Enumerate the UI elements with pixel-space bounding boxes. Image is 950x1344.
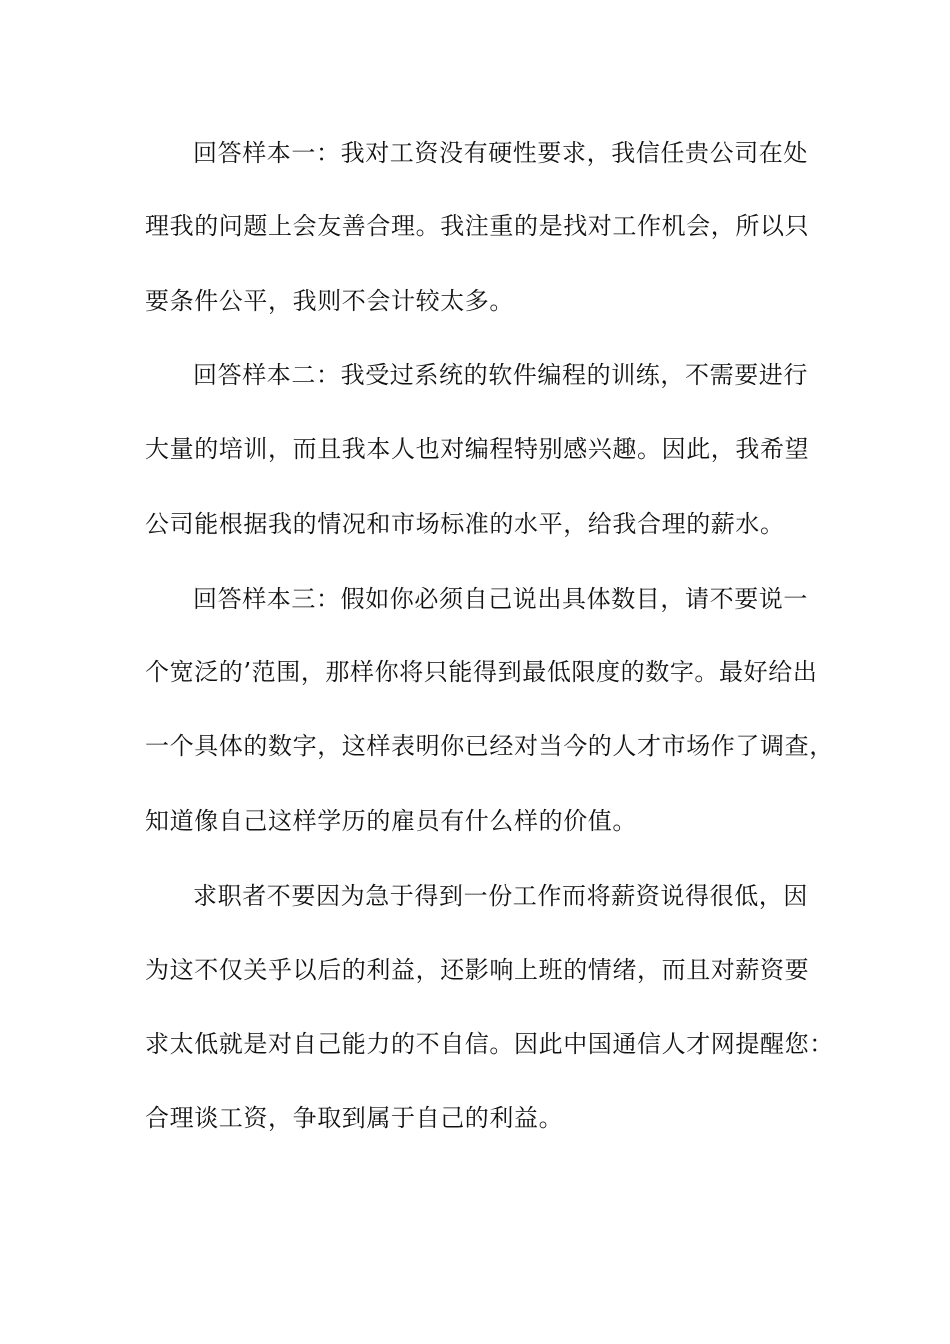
- paragraph-4-line-3: 求太低就是对自己能力的不自信。因此中国通信人才网提醒您：: [145, 1030, 834, 1058]
- paragraph-3-line-1: 回答样本三：假如你必须自己说出具体数目，请不要说一: [193, 585, 808, 613]
- paragraph-4-line-1: 求职者不要因为急于得到一份工作而将薪资说得很低，因: [193, 882, 808, 910]
- paragraph-4-line-4: 合理谈工资，争取到属于自己的利益。: [145, 1104, 564, 1132]
- paragraph-1-line-3: 要条件公平，我则不会计较太多。: [145, 287, 514, 315]
- paragraph-3-line-3: 一个具体的数字，这样表明你已经对当今的人才市场作了调查，: [145, 732, 834, 760]
- document-page: [145, 0, 834, 1344]
- paragraph-2-line-3: 公司能根据我的情况和市场标准的水平，给我合理的薪水。: [145, 510, 785, 538]
- paragraph-3-line-2: 个宽泛的’范围，那样你将只能得到最低限度的数字。最好给出: [145, 658, 818, 686]
- paragraph-2-line-2: 大量的培训，而且我本人也对编程特别感兴趣。因此，我希望: [145, 435, 810, 463]
- paragraph-1-line-1: 回答样本一：我对工资没有硬性要求，我信任贵公司在处: [193, 139, 808, 167]
- paragraph-4-line-2: 为这不仅关乎以后的利益，还影响上班的情绪，而且对薪资要: [145, 956, 810, 984]
- paragraph-1-line-2: 理我的问题上会友善合理。我注重的是找对工作机会，所以只: [145, 212, 810, 240]
- paragraph-2-line-1: 回答样本二：我受过系统的软件编程的训练，不需要进行: [193, 361, 808, 389]
- paragraph-3-line-4: 知道像自己这样学历的雇员有什么样的价值。: [145, 807, 637, 835]
